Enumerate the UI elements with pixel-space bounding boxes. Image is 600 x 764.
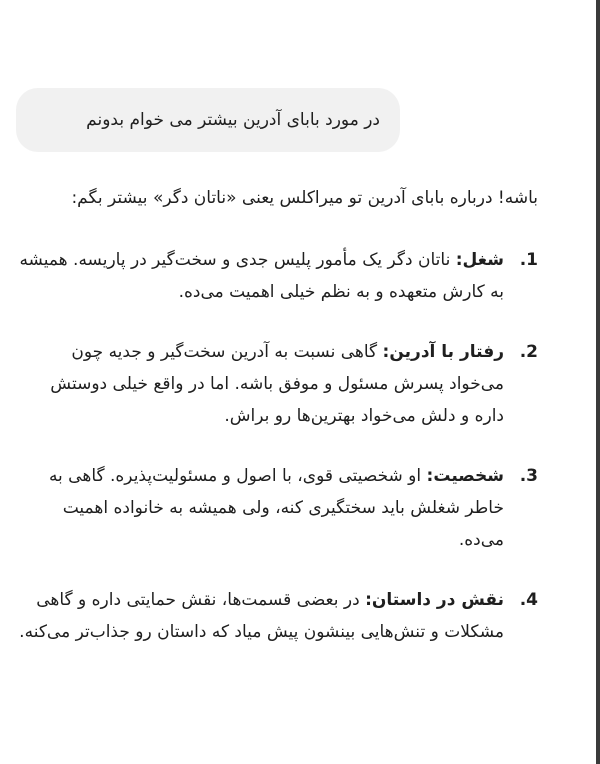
list-number-wrap [508,336,538,368]
list-item-term: شغل: [455,250,504,270]
list-number-wrap [508,244,538,276]
list-item-text: گاهی نسبت به آدرین سخت‌گیر و جدیه چون می‌خواد پسرش مسئول و موفق باشه. اما در واقع خیلی دوستش داره و دلش می‌خواد بهترین‌ها رو براش. [50,342,504,426]
user-message-text: در مورد بابای آدرین بیشتر می خوام بدونم [86,110,380,130]
user-message-row [16,88,400,152]
list-item [18,584,538,648]
reply-list [18,244,538,648]
list-item-text: در بعضی قسمت‌ها، نقش حمایتی داره و گاهی مشکلات و تنش‌هایی بینشون پیش میاد که داستان رو جذاب‌تر می‌کنه. [19,590,504,642]
list-item-term: شخصیت: [426,466,504,486]
list-number-wrap [508,584,538,616]
list-number-wrap [508,460,538,492]
list-item-term: نقش در داستان: [365,590,504,610]
list-item-body [18,336,508,432]
list-number: 4. [519,590,538,610]
list-item-text: ناتان دگر یک مأمور پلیس جدی و سخت‌گیر در پاریسه. همیشه به کارش متعهده و به نظم خیلی اهمیت می‌ده. [19,250,504,302]
list-number: 3. [519,466,538,486]
list-item [18,336,538,432]
reply-intro: باشه! درباره بابای آدرین تو میراکلس یعنی «ناتان دگر» بیشتر بگم: [71,188,538,208]
list-item-term: رفتار با آدرین: [382,342,504,362]
list-item-body [18,584,508,648]
assistant-reply [18,182,538,676]
user-message-bubble [16,88,400,152]
list-item-text: او شخصیتی قوی، با اصول و مسئولیت‌پذیره. گاهی به خاطر شغلش باید سختگیری کنه، ولی همیشه به خانواده اهمیت می‌ده. [48,466,504,550]
list-number: 1. [519,250,538,270]
window-edge-scrollbar[interactable] [596,0,600,764]
list-item [18,460,538,556]
list-item-body [18,244,508,308]
list-item [18,244,538,308]
list-number: 2. [519,342,538,362]
list-item-body [18,460,508,556]
